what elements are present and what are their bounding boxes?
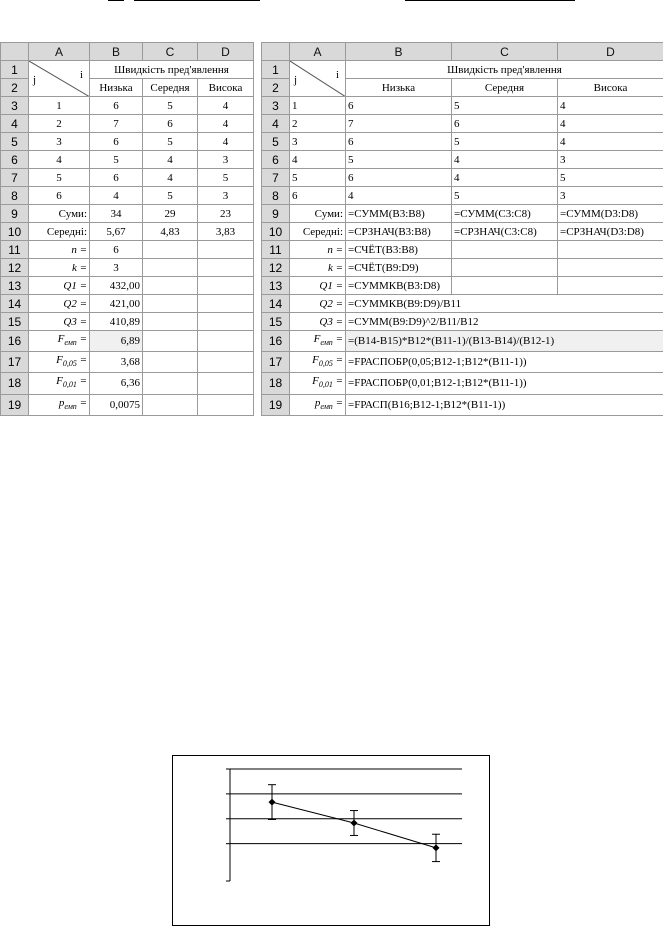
equals-sign: =: [76, 396, 87, 409]
stat-label-main: F: [312, 354, 319, 367]
column-header-c[interactable]: C: [452, 43, 558, 61]
column-header-row: [262, 43, 663, 61]
left-data-rows: [1, 97, 254, 416]
stat-label-sub: 0,01: [318, 380, 333, 390]
row-header[interactable]: 10: [1, 223, 29, 241]
empty-cell[interactable]: [452, 259, 558, 277]
means-row: [1, 223, 254, 241]
equals-sign: =: [76, 354, 87, 367]
means-chart: [172, 755, 490, 926]
cell-c[interactable]: 4: [452, 169, 558, 187]
stat-label-sub: 0,05: [318, 359, 333, 369]
cell-c[interactable]: 4: [143, 169, 198, 187]
empty-cell[interactable]: [143, 313, 198, 331]
means-cell-d[interactable]: =СРЗНАЧ(D3:D8): [558, 223, 663, 241]
diagonal-header-cell[interactable]: [290, 61, 346, 97]
chart-plot-area: [226, 769, 462, 881]
header-medium[interactable]: Середня: [143, 79, 198, 97]
cropped-line-3: [405, 0, 575, 1]
stat-label[interactable]: [290, 331, 346, 352]
stat-label-main: Q3 =: [319, 315, 343, 328]
stat-row: [1, 352, 254, 373]
stat-label-sub: емп: [320, 401, 333, 411]
means-cell-b[interactable]: 5,67: [90, 223, 143, 241]
row-header[interactable]: 13: [1, 277, 29, 295]
j-label: j: [33, 74, 37, 86]
row-header[interactable]: 4: [1, 115, 29, 133]
row-header[interactable]: 11: [1, 241, 29, 259]
stat-label-main: p: [314, 396, 321, 409]
stat-value[interactable]: 6,89: [90, 331, 143, 352]
stat-label[interactable]: [290, 373, 346, 394]
stat-label[interactable]: [29, 313, 90, 331]
header-low[interactable]: Низька: [346, 79, 452, 97]
i-label: i: [79, 69, 83, 81]
row-header[interactable]: 2: [1, 79, 29, 97]
column-header-row: [1, 43, 254, 61]
cell-b[interactable]: 6: [90, 97, 143, 115]
means-row: [262, 223, 663, 241]
row-header[interactable]: 15: [262, 313, 290, 331]
row-header[interactable]: 8: [1, 187, 29, 205]
cell-d[interactable]: 3: [558, 187, 663, 205]
row-header[interactable]: 13: [262, 277, 290, 295]
empty-cell[interactable]: [198, 241, 254, 259]
row-header[interactable]: 19: [1, 394, 29, 415]
column-header-a[interactable]: A: [290, 43, 346, 61]
empty-cell[interactable]: [143, 295, 198, 313]
stat-label-main: F: [312, 375, 319, 388]
plot-background: [230, 769, 462, 881]
sums-label[interactable]: Суми:: [290, 205, 346, 223]
stat-label-sub: емп: [64, 401, 77, 411]
stat-value[interactable]: 3: [90, 259, 143, 277]
row-header[interactable]: 12: [1, 259, 29, 277]
cell-b[interactable]: 7: [90, 115, 143, 133]
cell-b[interactable]: 6: [346, 169, 452, 187]
equals-sign: =: [332, 354, 343, 367]
stat-row: [262, 313, 663, 331]
column-header-d[interactable]: D: [558, 43, 663, 61]
empty-cell[interactable]: [558, 241, 663, 259]
stat-formula[interactable]: =СУММКВ(B3:D8): [346, 277, 452, 295]
cell-d[interactable]: 4: [198, 133, 254, 151]
sums-cell-c[interactable]: 29: [143, 205, 198, 223]
stat-label-main: k =: [327, 261, 343, 274]
cell-a[interactable]: 6: [290, 187, 346, 205]
stat-label[interactable]: [290, 313, 346, 331]
row-header[interactable]: 4: [262, 115, 290, 133]
stat-row: [1, 277, 254, 295]
table-row: [1, 97, 254, 115]
cell-d[interactable]: 4: [558, 133, 663, 151]
sums-label[interactable]: Суми:: [29, 205, 90, 223]
cell-d[interactable]: 3: [198, 151, 254, 169]
column-header-a[interactable]: A: [29, 43, 90, 61]
empty-cell[interactable]: [198, 259, 254, 277]
stat-label-main: F: [57, 333, 65, 345]
empty-cell[interactable]: [198, 373, 254, 394]
stat-row: [1, 295, 254, 313]
stat-row: [262, 394, 663, 415]
cell-d[interactable]: 4: [558, 97, 663, 115]
sums-row: [1, 205, 254, 223]
row-header[interactable]: 7: [1, 169, 29, 187]
empty-cell[interactable]: [558, 259, 663, 277]
row-header[interactable]: 17: [262, 352, 290, 373]
cell-a[interactable]: 5: [290, 169, 346, 187]
stat-value[interactable]: 3,68: [90, 352, 143, 373]
stat-label[interactable]: [290, 394, 346, 415]
stat-row: [1, 331, 254, 352]
stat-label[interactable]: [290, 277, 346, 295]
equals-sign: =: [76, 333, 87, 345]
stat-row: [262, 352, 663, 373]
means-cell-b[interactable]: =СРЗНАЧ(B3:B8): [346, 223, 452, 241]
empty-cell[interactable]: [198, 313, 254, 331]
stat-formula[interactable]: =СУММ(B9:D9)^2/B11/B12: [346, 313, 663, 331]
empty-cell[interactable]: [558, 277, 663, 295]
cell-c[interactable]: 5: [452, 187, 558, 205]
stat-label-main: Q2 =: [63, 297, 87, 310]
cell-c[interactable]: 5: [143, 133, 198, 151]
j-label: j: [294, 74, 298, 86]
cropped-line-2: [134, 0, 260, 1]
row-header[interactable]: 7: [262, 169, 290, 187]
right-spreadsheet: [261, 42, 663, 416]
cell-b[interactable]: 4: [346, 187, 452, 205]
row-header[interactable]: 14: [262, 295, 290, 313]
stat-label[interactable]: [29, 373, 90, 394]
column-header-c[interactable]: C: [143, 43, 198, 61]
row-header[interactable]: 1: [262, 61, 290, 79]
cell-c[interactable]: 4: [452, 151, 558, 169]
stat-label-sub: 0,05: [62, 359, 77, 369]
stat-label[interactable]: [29, 295, 90, 313]
cell-a[interactable]: 2: [29, 115, 90, 133]
cell-a[interactable]: 4: [290, 151, 346, 169]
stat-label-main: F: [313, 333, 321, 345]
row-header[interactable]: 6: [1, 151, 29, 169]
stat-label[interactable]: [290, 259, 346, 277]
cell-c[interactable]: 4: [143, 151, 198, 169]
means-cell-c[interactable]: 4,83: [143, 223, 198, 241]
table-row: [262, 133, 663, 151]
table-row: [262, 151, 663, 169]
cell-d[interactable]: 5: [198, 169, 254, 187]
table-row: [262, 115, 663, 133]
stat-label-main: F: [56, 375, 63, 388]
stat-row: [262, 241, 663, 259]
stat-label[interactable]: [290, 352, 346, 373]
sums-cell-d[interactable]: 23: [198, 205, 254, 223]
stat-label-sub: емп: [320, 338, 333, 348]
cropped-line-1: [108, 0, 124, 1]
stat-label[interactable]: [29, 241, 90, 259]
row-header[interactable]: 3: [262, 97, 290, 115]
empty-cell[interactable]: [143, 352, 198, 373]
header-high[interactable]: Висока: [558, 79, 663, 97]
stat-formula[interactable]: =(B14-B15)*B12*(B11-1)/(B13-B14)/(B12-1): [346, 331, 663, 352]
stat-row: [262, 277, 663, 295]
cell-d[interactable]: 4: [198, 115, 254, 133]
row-header[interactable]: 17: [1, 352, 29, 373]
row-header[interactable]: 19: [262, 394, 290, 415]
stat-value[interactable]: 410,89: [90, 313, 143, 331]
stat-row: [1, 241, 254, 259]
i-label: i: [335, 69, 339, 81]
empty-cell[interactable]: [143, 394, 198, 415]
stat-label-main: k =: [71, 261, 87, 274]
left-spreadsheet: [0, 42, 254, 416]
means-cell-c[interactable]: =СРЗНАЧ(C3:C8): [452, 223, 558, 241]
stat-formula[interactable]: =СУММКВ(B9:D9)/B11: [346, 295, 663, 313]
stat-label[interactable]: [29, 331, 90, 352]
right-data-rows: [262, 97, 663, 416]
stat-label-main: Q2 =: [319, 297, 343, 310]
cell-d[interactable]: 3: [198, 187, 254, 205]
stat-row: [1, 394, 254, 415]
cell-b[interactable]: 6: [346, 97, 452, 115]
empty-cell[interactable]: [143, 241, 198, 259]
cell-c[interactable]: 6: [143, 115, 198, 133]
row-header[interactable]: 10: [262, 223, 290, 241]
stat-value[interactable]: 0,0075: [90, 394, 143, 415]
equals-sign: =: [332, 375, 343, 388]
stat-row: [1, 313, 254, 331]
row-header[interactable]: 6: [262, 151, 290, 169]
stat-label-main: Q3 =: [63, 315, 87, 328]
row-header[interactable]: 16: [1, 331, 29, 352]
row-header[interactable]: 1: [1, 61, 29, 79]
diagonal-header-cell[interactable]: [29, 61, 90, 97]
header-title-cell[interactable]: Швидкість пред'явлення: [346, 61, 663, 79]
cell-a[interactable]: 4: [29, 151, 90, 169]
empty-cell[interactable]: [143, 373, 198, 394]
table-row: [1, 133, 254, 151]
stat-label-sub: 0,01: [62, 380, 77, 390]
stat-label-main: n =: [71, 243, 87, 256]
header-medium[interactable]: Середня: [452, 79, 558, 97]
stat-label-main: n =: [327, 243, 343, 256]
row-header[interactable]: 16: [262, 331, 290, 352]
row-header[interactable]: 8: [262, 187, 290, 205]
stat-formula[interactable]: =FРАСП(B16;B12-1;B12*(B11-1)): [346, 394, 663, 415]
cell-c[interactable]: 5: [452, 97, 558, 115]
empty-cell[interactable]: [143, 331, 198, 352]
sums-cell-b[interactable]: 34: [90, 205, 143, 223]
table-row: [1, 187, 254, 205]
cell-b[interactable]: 4: [90, 187, 143, 205]
stat-value[interactable]: 432,00: [90, 277, 143, 295]
stat-value[interactable]: 6: [90, 241, 143, 259]
row-header[interactable]: 12: [262, 259, 290, 277]
cell-d[interactable]: 5: [558, 169, 663, 187]
cell-c[interactable]: 5: [143, 187, 198, 205]
row-header[interactable]: 18: [262, 373, 290, 394]
sums-cell-c[interactable]: =СУММ(C3:C8): [452, 205, 558, 223]
table-row: [262, 97, 663, 115]
cell-b[interactable]: 5: [346, 151, 452, 169]
cell-a[interactable]: 1: [290, 97, 346, 115]
row-header[interactable]: 11: [262, 241, 290, 259]
stat-label[interactable]: [29, 259, 90, 277]
cell-a[interactable]: 3: [29, 133, 90, 151]
stat-row: [262, 373, 663, 394]
cell-a[interactable]: 1: [29, 97, 90, 115]
table-row: [262, 187, 663, 205]
stat-row: [262, 331, 663, 352]
stat-row: [262, 295, 663, 313]
sums-cell-d[interactable]: =СУММ(D3:D8): [558, 205, 663, 223]
stat-value[interactable]: 421,00: [90, 295, 143, 313]
cell-b[interactable]: 6: [90, 169, 143, 187]
header-high[interactable]: Висока: [198, 79, 254, 97]
empty-cell[interactable]: [143, 277, 198, 295]
stat-label[interactable]: [290, 295, 346, 313]
cell-b[interactable]: 5: [90, 151, 143, 169]
stat-formula[interactable]: =СЧЁТ(B3:B8): [346, 241, 452, 259]
stat-label[interactable]: [290, 241, 346, 259]
table-row: [1, 151, 254, 169]
means-label[interactable]: Середні:: [29, 223, 90, 241]
equals-sign: =: [332, 333, 343, 345]
empty-cell[interactable]: [198, 331, 254, 352]
select-all-corner[interactable]: [262, 43, 290, 61]
select-all-corner[interactable]: [1, 43, 29, 61]
column-header-d[interactable]: D: [198, 43, 254, 61]
row-header[interactable]: 14: [1, 295, 29, 313]
equals-sign: =: [76, 375, 87, 388]
empty-cell[interactable]: [198, 295, 254, 313]
row-header[interactable]: 15: [1, 313, 29, 331]
sums-cell-b[interactable]: =СУММ(B3:B8): [346, 205, 452, 223]
row-header[interactable]: 9: [1, 205, 29, 223]
cell-b[interactable]: 6: [346, 133, 452, 151]
header-title-cell[interactable]: Швидкість пред'явлення: [90, 61, 254, 79]
empty-cell[interactable]: [198, 394, 254, 415]
empty-cell[interactable]: [452, 277, 558, 295]
stat-label[interactable]: [29, 394, 90, 415]
cell-a[interactable]: 6: [29, 187, 90, 205]
stat-label-main: Q1 =: [319, 279, 343, 292]
stat-label[interactable]: [29, 277, 90, 295]
sums-row: [262, 205, 663, 223]
cell-a[interactable]: 3: [290, 133, 346, 151]
equals-sign: =: [332, 396, 343, 409]
row-header[interactable]: 2: [262, 79, 290, 97]
cell-b[interactable]: 6: [90, 133, 143, 151]
stat-formula[interactable]: =FРАСПОБР(0,01;B12-1;B12*(B11-1)): [346, 373, 663, 394]
stat-label-main: p: [58, 396, 65, 409]
stat-formula[interactable]: =СЧЁТ(B9:D9): [346, 259, 452, 277]
cell-a[interactable]: 5: [29, 169, 90, 187]
stat-row: [262, 259, 663, 277]
cell-d[interactable]: 4: [558, 115, 663, 133]
cell-c[interactable]: 5: [143, 97, 198, 115]
stat-formula[interactable]: =FРАСПОБР(0,05;B12-1;B12*(B11-1)): [346, 352, 663, 373]
stat-row: [1, 373, 254, 394]
row-header[interactable]: 18: [1, 373, 29, 394]
row-header[interactable]: 5: [262, 133, 290, 151]
cell-c[interactable]: 6: [452, 115, 558, 133]
empty-cell[interactable]: [198, 352, 254, 373]
table-row: [1, 169, 254, 187]
table-row: [262, 169, 663, 187]
cell-c[interactable]: 5: [452, 133, 558, 151]
cell-b[interactable]: 7: [346, 115, 452, 133]
stat-label[interactable]: [29, 352, 90, 373]
stat-label-main: Q1 =: [63, 279, 87, 292]
means-cell-d[interactable]: 3,83: [198, 223, 254, 241]
stat-label-main: F: [56, 354, 63, 367]
stat-label-sub: емп: [64, 338, 77, 348]
column-header-b[interactable]: B: [90, 43, 143, 61]
row-header[interactable]: 5: [1, 133, 29, 151]
empty-cell[interactable]: [198, 277, 254, 295]
means-label[interactable]: Середні:: [290, 223, 346, 241]
empty-cell[interactable]: [452, 241, 558, 259]
column-header-b[interactable]: B: [346, 43, 452, 61]
row-header[interactable]: 3: [1, 97, 29, 115]
stat-row: [1, 259, 254, 277]
empty-cell[interactable]: [143, 259, 198, 277]
cell-d[interactable]: 3: [558, 151, 663, 169]
table-row: [1, 115, 254, 133]
cell-a[interactable]: 2: [290, 115, 346, 133]
cell-d[interactable]: 4: [198, 97, 254, 115]
stat-value[interactable]: 6,36: [90, 373, 143, 394]
header-low[interactable]: Низька: [90, 79, 143, 97]
row-header[interactable]: 9: [262, 205, 290, 223]
